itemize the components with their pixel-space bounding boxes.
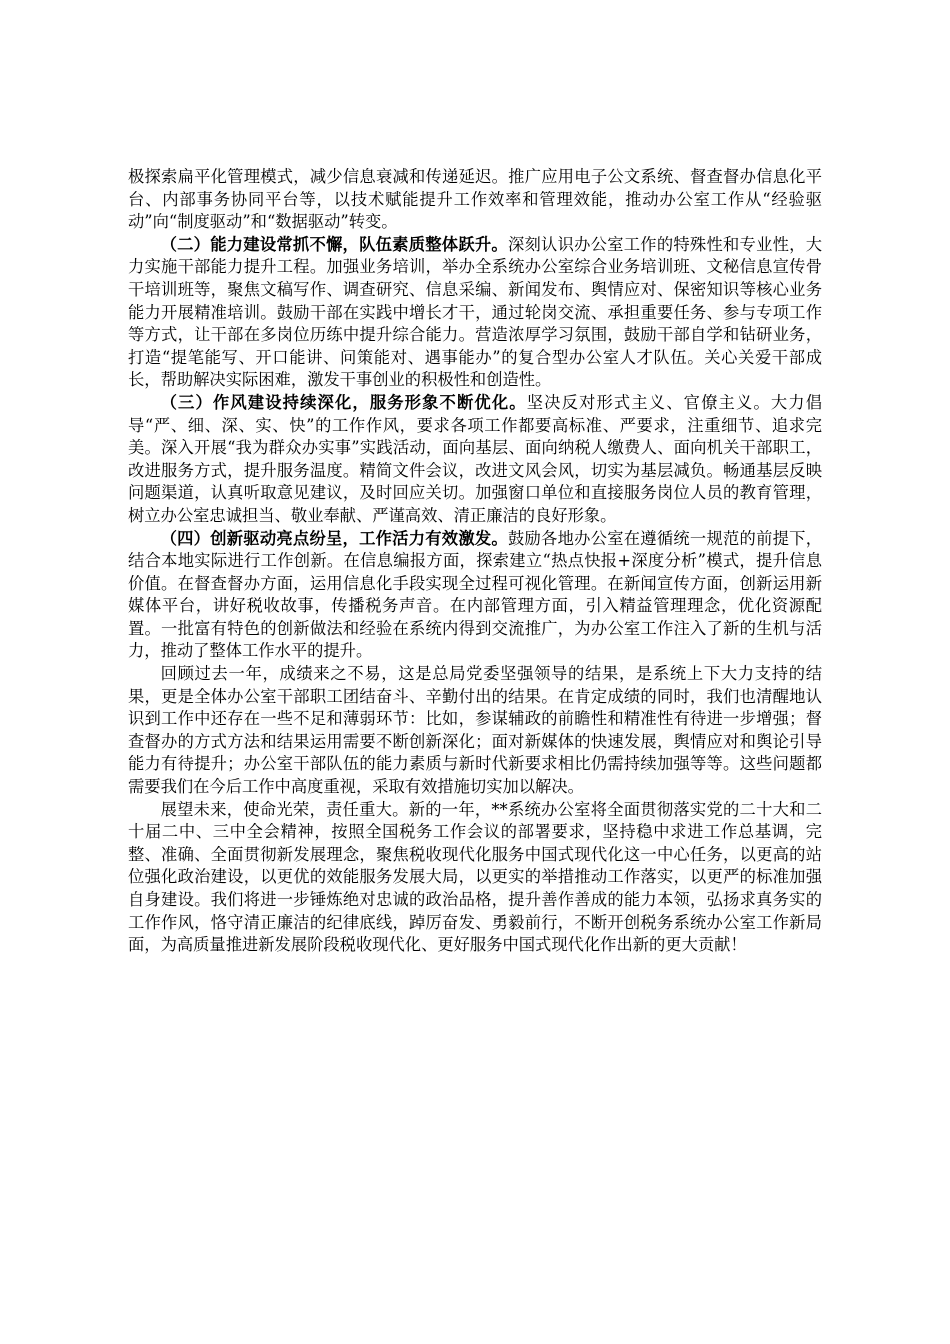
paragraph-3-text: 坚决反对形式主义、官僚主义。大力倡导“严、细、深、实、快”的工作作风，要求各项工作都要高标准、严要求，注重细节、追求完美。深入开展“我为群众办实事”实践活动，面向基层、面向纳税人缴费人、面向机关干部职工，改进服务方式，提升服务温度。精简文件会议，改进文风会风，切实为基层减负。畅通基层反映问题渠道，认真听取意见建议，及时回应关切。加强窗口单位和直接服务岗位人员的教育管理，树立办公室忠诚担当、敬业奉献、严谨高效、清正廉洁的良好形象。	[128, 392, 822, 525]
paragraph-6-text: 展望未来，使命光荣，责任重大。新的一年，**系统办公室将全面贯彻落实党的二十大和二十届二中、三中全会精神，按照全国税务工作会议的部署要求，坚持稳中求进工作总基调，完整、准确、全面贯彻新发展理念，聚焦税收现代化服务中国式现代化这一中心任务，以更高的站位强化政治建设，以更优的效能服务发展大局，以更实的举措推动工作落实，以更严的标准加强自身建设。我们将进一步锤炼绝对忠诚的政治品格，提升善作善成的能力本领，弘扬求真务实的工作作风，恪守清正廉洁的纪律底线，踔厉奋发、勇毅前行，不断开创税务系统办公室工作新局面，为高质量推进新发展阶段税收现代化、更好服务中国式现代化作出新的更大贡献！	[128, 799, 822, 955]
paragraph-6	[128, 799, 822, 957]
paragraph-1	[128, 166, 822, 234]
document-page	[128, 166, 822, 957]
paragraph-2-heading: （二）能力建设常抓不懈，队伍素质整体跃升。	[160, 234, 508, 254]
paragraph-3	[128, 392, 822, 528]
paragraph-5-text: 回顾过去一年，成绩来之不易，这是总局党委坚强领导的结果，是系统上下大力支持的结果，更是全体办公室干部职工团结奋斗、辛勤付出的结果。在肯定成绩的同时，我们也清醒地认识到工作中还存在一些不足和薄弱环节：比如，参谋辅政的前瞻性和精准性有待进一步增强；督查督办的方式方法和结果运用需要不断创新深化；面对新媒体的快速发展，舆情应对和舆论引导能力有待提升；办公室干部队伍的能力素质与新时代新要求相比仍需持续加强等等。这些问题都需要我们在今后工作中高度重视，采取有效措施切实加以解决。	[128, 664, 822, 797]
paragraph-5	[128, 663, 822, 799]
paragraph-2-text: 深刻认识办公室工作的特殊性和专业性，大力实施干部能力提升工程。加强业务培训，举办全系统办公室综合业务培训班、文秘信息宣传骨干培训班等，聚焦文稿写作、调查研究、信息采编、新闻发布、舆情应对、保密知识等核心业务能力开展精准培训。鼓励干部在实践中增长才干，通过轮岗交流、承担重要任务、参与专项工作等方式，让干部在多岗位历练中提升综合能力。营造浓厚学习氛围，鼓励干部自学和钻研业务，打造“提笔能写、开口能讲、问策能对、遇事能办”的复合型办公室人才队伍。关心关爱干部成长，帮助解决实际困难，激发干事创业的积极性和创造性。	[128, 234, 822, 390]
paragraph-3-heading: （三）作风建设持续深化，服务形象不断优化。	[160, 392, 527, 412]
paragraph-4-text: 鼓励各地办公室在遵循统一规范的前提下，结合本地实际进行工作创新。在信息编报方面，探索建立“热点快报+深度分析”模式，提升信息价值。在督查督办方面，运用信息化手段实现全过程可视化管理。在新闻宣传方面，创新运用新媒体平台，讲好税收故事，传播税务声音。在内部管理方面，引入精益管理理念，优化资源配置。一批富有特色的创新做法和经验在系统内得到交流推广，为办公室工作注入了新的生机与活力，推动了整体工作水平的提升。	[128, 528, 822, 661]
paragraph-4-heading: （四）创新驱动亮点纷呈，工作活力有效激发。	[160, 528, 508, 548]
paragraph-4	[128, 528, 822, 664]
paragraph-1-text: 极探索扁平化管理模式，减少信息衰减和传递延迟。推广应用电子公文系统、督查督办信息化平台、内部事务协同平台等，以技术赋能提升工作效率和管理效能，推动办公室工作从“经验驱动”向“制度驱动”和“数据驱动”转变。	[128, 167, 822, 232]
paragraph-2	[128, 234, 822, 392]
